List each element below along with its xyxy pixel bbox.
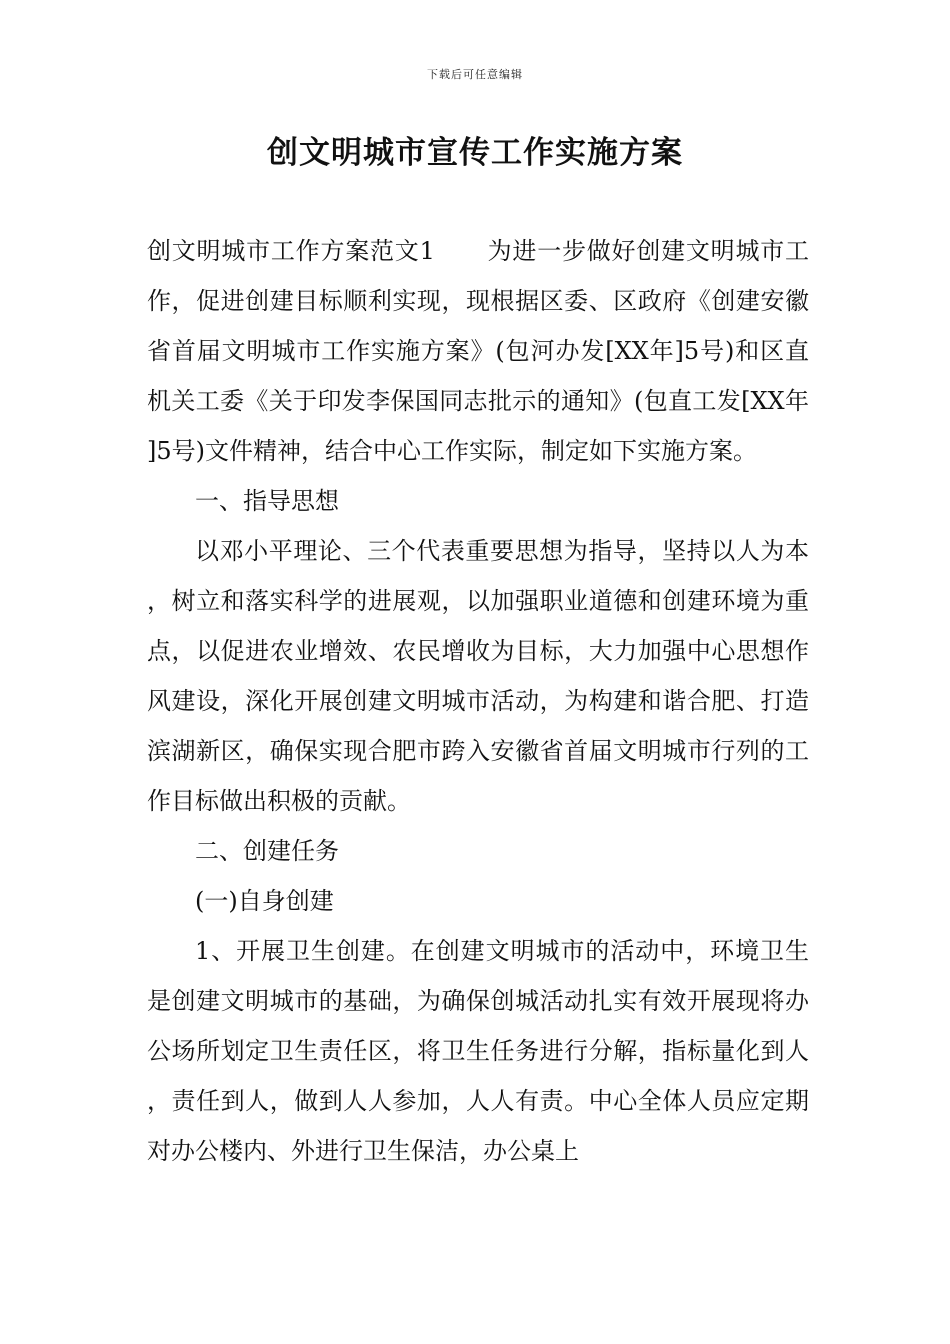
section2-heading: 二、创建任务 (195, 837, 339, 865)
intro-text: 为进一步做好创建文明城市工作，促进创建目标顺利实现，现根据区委、区政府《创建安徽省首届文明城市工作实施方案》(包河办发[XX年]5号)和区直机关工委《关于印发李保国同志批示的通知》(包直工发[XX年]5号)文件精神，结合中心工作实际，制定如下实施方案。 (147, 237, 809, 465)
intro-label: 创文明城市工作方案范文1 (147, 237, 435, 265)
intro-paragraph (147, 226, 809, 476)
document-title: 创文明城市宣传工作实施方案 (267, 135, 683, 171)
document-body (147, 226, 809, 1176)
item1-paragraph: 1、开展卫生创建。在创建文明城市的活动中，环境卫生是创建文明城市的基础，为确保创城活动扎实有效开展现将办公场所划定卫生责任区，将卫生任务进行分解，指标量化到人，责任到人，做到人人参加，人人有责。中心全体人员应定期对办公楼内、外进行卫生保洁，办公桌上 (147, 937, 809, 1165)
subsection1-heading: (一)自身创建 (195, 887, 334, 915)
page-header-note: 下载后可任意编辑 (427, 68, 523, 81)
section1-heading: 一、指导思想 (195, 487, 339, 515)
section1-paragraph: 以邓小平理论、三个代表重要思想为指导，坚持以人为本，树立和落实科学的进展观，以加强职业道德和创建环境为重点，以促进农业增效、农民增收为目标，大力加强中心思想作风建设，深化开展创建文明城市活动，为构建和谐合肥、打造滨湖新区，确保实现合肥市跨入安徽省首届文明城市行列的工作目标做出积极的贡献。 (147, 537, 809, 815)
